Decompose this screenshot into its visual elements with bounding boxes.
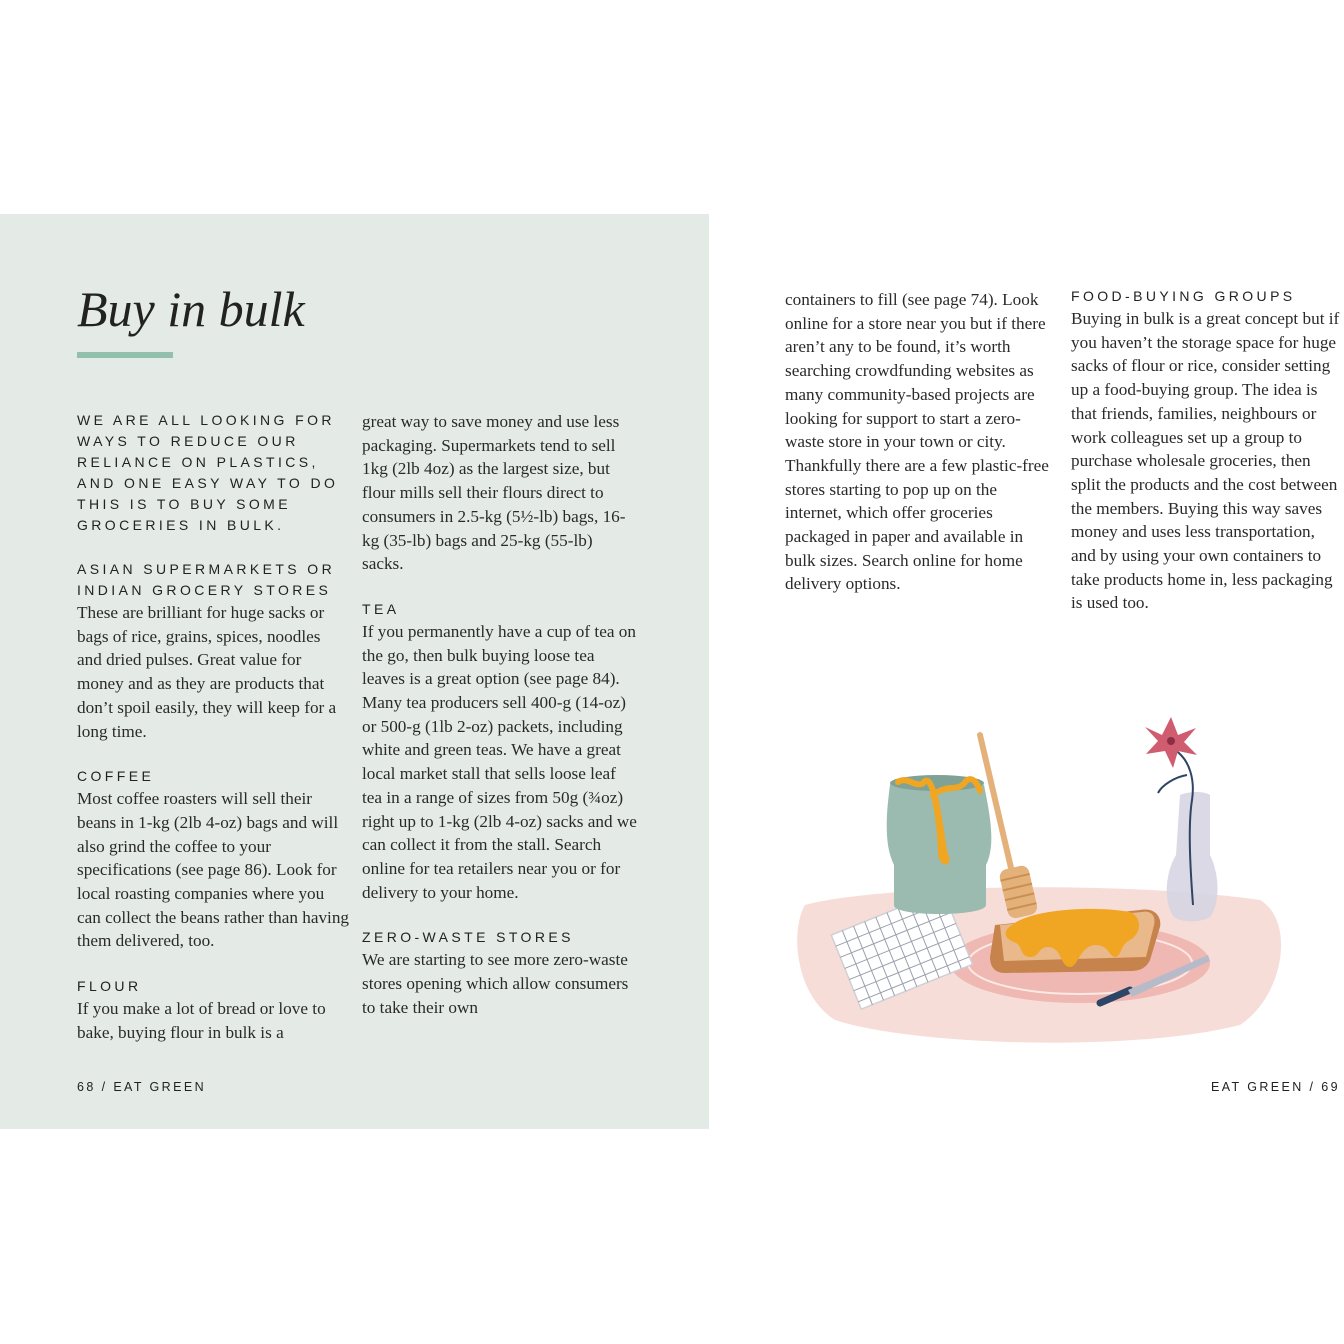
column-4 — [1071, 286, 1341, 638]
flour-body: If you make a lot of bread or love to bake, buying flour in bulk is a — [77, 999, 326, 1042]
coffee-body: Most coffee roasters will sell their beans in 1-kg (2lb 4-oz) bags and will also grind the coffee to your specifications (see page 86). Look for local roasting companies where you can collect the beans rather than having them delivered, too. — [77, 789, 350, 951]
zero-waste-body-continued: containers to fill (see page 74). Look online for a store near you but if there aren’t any to be found, it’s worth searching crowdfunding websites as many community-based projects are looking for support to start a zero-waste store in your town or city. Thankfully there are a few plastic-free stores starting to pop up on the internet, which offer groceries packaged in paper and available in bulk sizes. Search online for home delivery options. — [785, 290, 1049, 594]
page-footer-left: 68 / EAT GREEN — [77, 1080, 207, 1094]
zero-waste-heading: ZERO-WASTE STORES — [362, 929, 574, 946]
food-buying-groups-body: Buying in bulk is a great concept but if you haven’t the storage space for huge sacks of flour or rice, consider setting up a food-buying group. The idea is that friends, families, neighbours or work colleagues set up a group to purchase wholesale groceries, then split the products and the cost between the members. Buying this way saves money and uses less transportation, and by using your own containers to take products home in, less packaging is used too. — [1071, 309, 1340, 613]
title-underline — [77, 352, 173, 358]
tea-body: If you permanently have a cup of tea on the go, then bulk buying loose tea leaves is a great option (see page 84). Many tea producers sell 400-g (14-oz) or 500-g (1lb 2-oz) packets, including white and green teas. We have a great local market stall that sells loose leaf tea in a range of sizes from 50g (¾oz) right up to 1-kg (2lb 4-oz) sacks and we can collect it from the stall. Search online for tea retailers near you or for delivery to your home. — [362, 621, 637, 902]
zero-waste-body: We are starting to see more zero-waste stores opening which allow consumers to take their own — [362, 950, 629, 1017]
column-2 — [362, 410, 637, 1042]
tea-heading: TEA — [362, 600, 400, 617]
asian-stores-heading: ASIAN SUPERMARKETS OR INDIAN GROCERY STORES — [77, 561, 336, 598]
asian-stores-body: These are brilliant for huge sacks or bags of rice, grains, spices, noodles and dried pulses. Great value for money and as they are products that don’t spoil easily, they will keep for a long time. — [77, 603, 337, 741]
breakfast-illustration-svg — [790, 705, 1290, 1050]
flour-body-continued: great way to save money and use less packaging. Supermarkets tend to sell 1kg (2lb 4oz) as the largest size, but flour mills sell their flours direct to consumers in 2.5-kg (5½-lb) bags, 16-kg (35-lb) bags and 25-kg (55-lb) sacks. — [362, 412, 626, 574]
coffee-heading: COFFEE — [77, 768, 155, 785]
flour-heading: FLOUR — [77, 978, 142, 995]
page-footer-right: EAT GREEN / 69 — [1210, 1080, 1340, 1094]
column-3 — [785, 288, 1055, 619]
intro-text: WE ARE ALL LOOKING FOR WAYS TO REDUCE OUR RELIANCE ON PLASTICS, AND ONE EASY WAY TO DO THIS IS TO BUY SOME GROCERIES IN BULK. — [77, 412, 339, 533]
food-buying-groups-heading: FOOD-BUYING GROUPS — [1071, 288, 1296, 304]
breakfast-illustration — [790, 705, 1290, 1050]
column-1 — [77, 410, 349, 1068]
page-title: Buy in bulk — [77, 281, 305, 337]
